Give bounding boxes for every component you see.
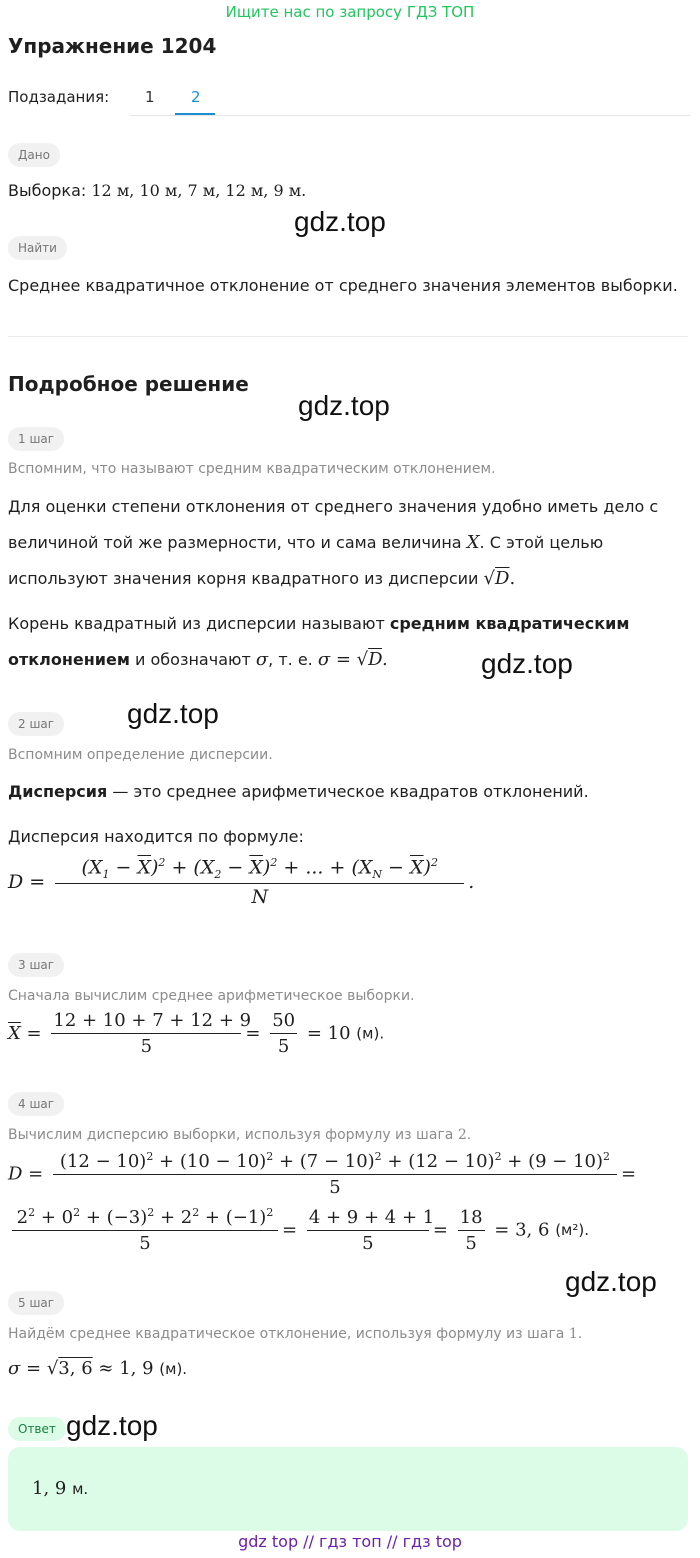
tabs-divider	[130, 115, 690, 116]
watermark: gdz.top	[298, 390, 390, 421]
footer-links[interactable]: gdz top // гдз топ // гдз top	[238, 1532, 462, 1551]
answer-unit: м.	[72, 1480, 89, 1498]
step-4-note-line	[8, 1127, 471, 1143]
answer-box	[8, 1447, 688, 1531]
mean-fraction-2	[270, 1010, 297, 1057]
watermark: gdz.top	[565, 1266, 657, 1297]
dispersion-fraction: $\frac{(X_1 - \overline{X})^2 + (X_2 - \overline{X})^2 + ... + (X_N - \overline{X})^2}{N}$	[55, 856, 464, 908]
step-2-formula-intro: Дисперсия находится по формуле:	[8, 827, 304, 846]
variance-result: = 3, 6	[494, 1219, 550, 1241]
step-2-note: Вспомним определение дисперсии.	[8, 747, 273, 763]
step-1-line-3-text: используют значения корня квадратного из дисперсии	[8, 569, 479, 588]
step-3-note: Сначала вычислим среднее арифметическое выборки.	[8, 988, 415, 1004]
step-1-line-5-te: , т. е.	[268, 650, 313, 669]
mean-denominator: 5	[140, 1036, 153, 1057]
answer-value-line	[32, 1478, 88, 1499]
step-1-line-4-text: Корень квадратный из дисперсии называют	[8, 614, 385, 633]
step-1-line-3	[8, 561, 515, 597]
mean-fraction-2-num: 50	[270, 1010, 297, 1034]
given-values: 12 м, 10 м, 7 м, 12 м, 9 м.	[91, 181, 307, 200]
step-2-pill: 2 шаг	[8, 712, 64, 736]
answer-pill: Ответ	[8, 1417, 66, 1441]
given-label: Выборка:	[8, 181, 87, 200]
variance-unit: (м²).	[555, 1221, 589, 1239]
step-3-pill: 3 шаг	[8, 953, 64, 977]
variance-fraction-4: $\frac{18}{5}$	[459, 1206, 483, 1254]
var-x: X	[466, 532, 480, 553]
step-4-pill: 4 шаг	[8, 1092, 64, 1116]
step-2-def-term: Дисперсия	[8, 782, 108, 801]
variance-fraction-2: $\frac{2^2 + 0^2 + (-3)^2 + 2^2 + (-1)^2}{5}$	[12, 1206, 278, 1254]
answer-value: 1, 9	[32, 1478, 67, 1499]
given-pill: Дано	[8, 143, 60, 167]
mean-numerator: 12 + 10 + 7 + 12 + 9	[51, 1010, 241, 1034]
step-1-note: Вспомним, что называют средним квадратическим отклонением.	[8, 461, 496, 477]
find-text: Среднее квадратичное отклонение от среднего значения элементов выборки.	[8, 276, 678, 295]
subtasks-label: Подзадания:	[8, 88, 110, 106]
step-1-line-4	[8, 606, 629, 642]
step-5-note: Найдём среднее квадратическое отклонение, используя формулу из шага	[8, 1326, 565, 1342]
subtask-tab-2[interactable]: 2	[191, 88, 201, 106]
step-4-note-ref: 2.	[457, 1127, 472, 1143]
find-pill: Найти	[8, 236, 67, 260]
watermark: gdz.top	[127, 698, 219, 729]
variance-formula-2: $\frac{2^2 + 0^2 + (-3)^2 + 2^2 + (-1)^2}{5}$ = $\frac{4 + 9 + 4 + 1}{5}$ = $\frac{18}{5}$ = 3, 6 (м²).	[8, 1206, 589, 1254]
variance-formula-1: D = $\frac{(12 - 10)^2 + (10 - 10)^2 + (7 - 10)^2 + (12 - 10)^2 + (9 - 10)^2}{5}$ =	[8, 1150, 637, 1198]
step-5-pill: 5 шаг	[8, 1291, 64, 1315]
mean-result: = 10	[306, 1023, 351, 1044]
step-1-line-1: Для оценки степени отклонения от среднего значения удобно иметь дело с	[8, 497, 659, 516]
variance-fraction-3: $\frac{4 + 9 + 4 + 1}{5}$	[308, 1206, 435, 1254]
variance-fraction-4-num: 18	[458, 1207, 485, 1231]
subtask-tab-1[interactable]: 1	[145, 88, 155, 106]
dispersion-formula: D = $\frac{(X_1 - \overline{X})^2 + (X_2 - \overline{X})^2 + ... + (X_N - \overline{X})^2}{N}$ .	[8, 856, 475, 909]
step-1-bold-term-2: отклонением	[8, 650, 130, 669]
sigma-formula: σ = √D.	[317, 649, 388, 670]
step-2-definition	[8, 774, 589, 810]
given-text	[8, 173, 306, 209]
page-title: Упражнение 1204	[8, 34, 217, 58]
variance-fraction-1: $\frac{(12 - 10)^2 + (10 - 10)^2 + (7 - 10)^2 + (12 - 10)^2 + (9 - 10)^2}{5}$	[53, 1150, 617, 1198]
section-divider	[8, 336, 688, 337]
step-1-pill: 1 шаг	[8, 427, 64, 451]
step-4-note: Вычислим дисперсию выборки, используя формулу из шага	[8, 1127, 454, 1143]
step-1-bold-term: средним квадратическим	[389, 614, 630, 633]
var-sigma: σ	[255, 649, 269, 670]
mean-unit: (м).	[356, 1024, 385, 1043]
step-5-note-ref: 1.	[568, 1326, 583, 1342]
watermark: gdz.top	[481, 648, 573, 679]
variance-fraction-3-num: 4 + 9 + 4 + 1	[307, 1207, 429, 1231]
promo-banner: Ищите нас по запросу ГДЗ ТОП	[225, 3, 475, 21]
active-tab-indicator	[175, 113, 215, 115]
sqrt-d: √D.	[483, 568, 516, 589]
watermark: gdz.top	[294, 206, 386, 237]
sigma-unit: (м).	[159, 1360, 188, 1378]
watermark: gdz.top	[66, 1410, 158, 1441]
step-1-line-5	[8, 642, 388, 678]
step-1-line-5-text: и обозначают	[135, 650, 251, 669]
step-2-def-text: — это среднее арифметическое квадратов отклонений.	[112, 782, 589, 801]
step-1-line-2	[8, 525, 603, 561]
solution-title: Подробное решение	[8, 372, 249, 396]
sigma-result-formula: σ = √3, 6 ≈ 1, 9 (м).	[8, 1358, 188, 1379]
step-5-note-line	[8, 1326, 582, 1342]
mean-fraction-2-den: 5	[277, 1036, 290, 1057]
mean-fraction	[51, 1010, 252, 1057]
sigma-result: ≈ 1, 9	[98, 1358, 154, 1379]
mean-formula: $\overline{X}$ = $\frac{12 + 10 + 7 + 12 + 9}{5}$ = $\frac{50}{5}$ = 10 (м).	[8, 1010, 385, 1057]
step-1-line-2-end: . С этой целью	[479, 533, 604, 552]
step-1-line-2-text: величиной той же размерности, что и сама величина	[8, 533, 462, 552]
